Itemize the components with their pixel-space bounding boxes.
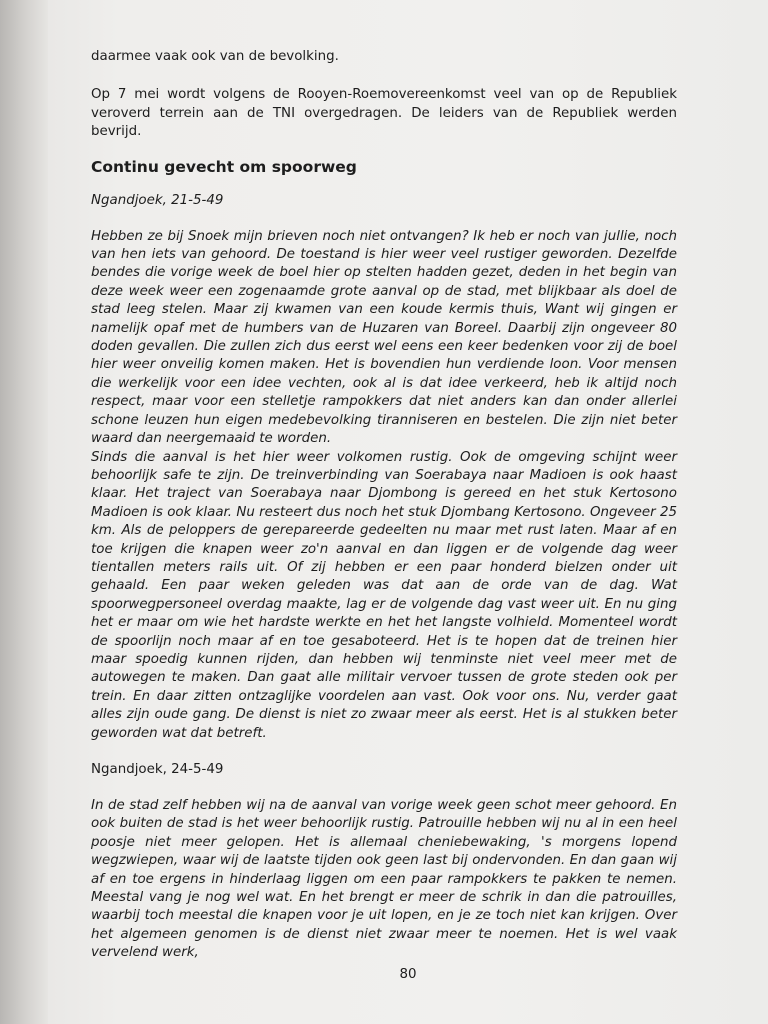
letter-paragraph: Hebben ze bij Snoek mijn brieven noch niet ontvangen? Ik heb er noch van jullie, noch van hen iets van gehoord. De toestand is hier weer veel rustiger geworden. Dezelfde bendes die vorige week de boel hier op stelten hadden gezet, deden in het begin van deze week weer een zogenaamde grote aanval op de stad, met blijkbaar als doel de stad leeg stelen. Maar zij kwamen van een koude kermis thuis, Want wij gingen er namelijk opaf met de humbers van de Huzaren van Boreel. Daarbij zijn ongeveer 80 doden gevallen. Die zullen zich dus eerst wel eens een keer bedenken voor zij de boel hier weer onveilig komen maken. Het is bovendien hun verdiende loon. Voor mensen die werkelijk voor een idee vechten, ook al is dat idee verkeerd, heb ik altijd noch respect, maar voor een stelletje rampokkers dat niet anders kan dan onder allerlei schone leuzen hun eigen medebevolking tiranniseren en bestelen. Die zijn niet beter waard dan neergemaaid te worden. bbox=[91, 228, 677, 447]
continued-text: daarmee vaak ook van de bevolking. bbox=[91, 49, 339, 64]
section-title: Continu gevecht om spoorweg bbox=[91, 157, 357, 176]
intro-paragraph: Op 7 mei wordt volgens de Rooyen-Roemovereenkomst veel van op de Republiek veroverd terrein aan de TNI overgedragen. De leiders van de Republiek werden bevrijd. bbox=[91, 87, 677, 140]
letter-paragraph: In de stad zelf hebben wij na de aanval van vorige week geen schot meer gehoord. En ook buiten de stad is het weer behoorlijk rustig. Patrouille hebben wij nu al in een heel poosje niet meer gelopen. Het is allemaal cheniebewaking, 's morgens lopend wegzwiepen, waar wij de laatste tijden ook geen last bij ondervonden. En dan gaan wij af en toe ergens in hinderlaag liggen om een paar rampokkers te pakken te nemen. Meestal vang je nog wel wat. En het brengt er meer de schrik in dan die patrouilles, waarbij toch meestal die knapen voor je uit lopen, en je ze toch niet kan krijgen. Over het algemeen genomen is de dienst niet zwaar meer te noemen. Het is wel vaak vervelend werk, bbox=[91, 798, 677, 961]
letter-dateline: Ngandjoek, 21-5-49 bbox=[91, 192, 224, 208]
letter-dateline: Ngandjoek, 24-5-49 bbox=[91, 762, 224, 777]
book-page bbox=[48, 0, 768, 1024]
letter-paragraph: Sinds die aanval is het hier weer volkomen rustig. Ook de omgeving schijnt weer behoorlijk safe te zijn. De treinverbinding van Soerabaya naar Madioen is ook haast klaar. Het traject van Soerabaya naar Djombong is gereed en het stuk Kertosono Madioen is ook klaar. Nu resteert dus noch het stuk Djombang Kertosono. Ongeveer 25 km. Als de peloppers de gerepareerde gedeelten nu maar met rust laten. Maar af en toe krijgen die knapen weer zo'n aanval en dan liggen er de volgende dag weer tientallen meters rails uit. Of zij hebben er een paar honderd bielzen onder uit gehaald. Een paar weken geleden was dat aan de orde van de dag. Wat spoorwegpersoneel overdag maakte, lag er de volgende dag vast weer uit. En nu ging het er maar om wie het hardste werkte en het het langste volhield. Momenteel wordt de spoorlijn noch maar af en toe gesaboteerd. Het is te hopen dat de treinen hier maar spoedig kunnen rijden, dan hebben wij tenminste niet veel meer met de autowegen te maken. Dan gaat alle militair vervoer tussen de grote steden ook per trein. En daar zitten ontzaglijke voordelen aan vast. Ook voor ons. Nu, verder gaat alles zijn oude gang. De dienst is niet zo zwaar meer als eerst. Het is al stukken beter geworden wat dat betreft. bbox=[91, 449, 677, 741]
page-content bbox=[91, 48, 677, 963]
left-page-edge bbox=[0, 0, 49, 1024]
letter-entry bbox=[91, 192, 677, 743]
page-number: 80 bbox=[399, 967, 417, 982]
letter-entry bbox=[91, 761, 677, 963]
